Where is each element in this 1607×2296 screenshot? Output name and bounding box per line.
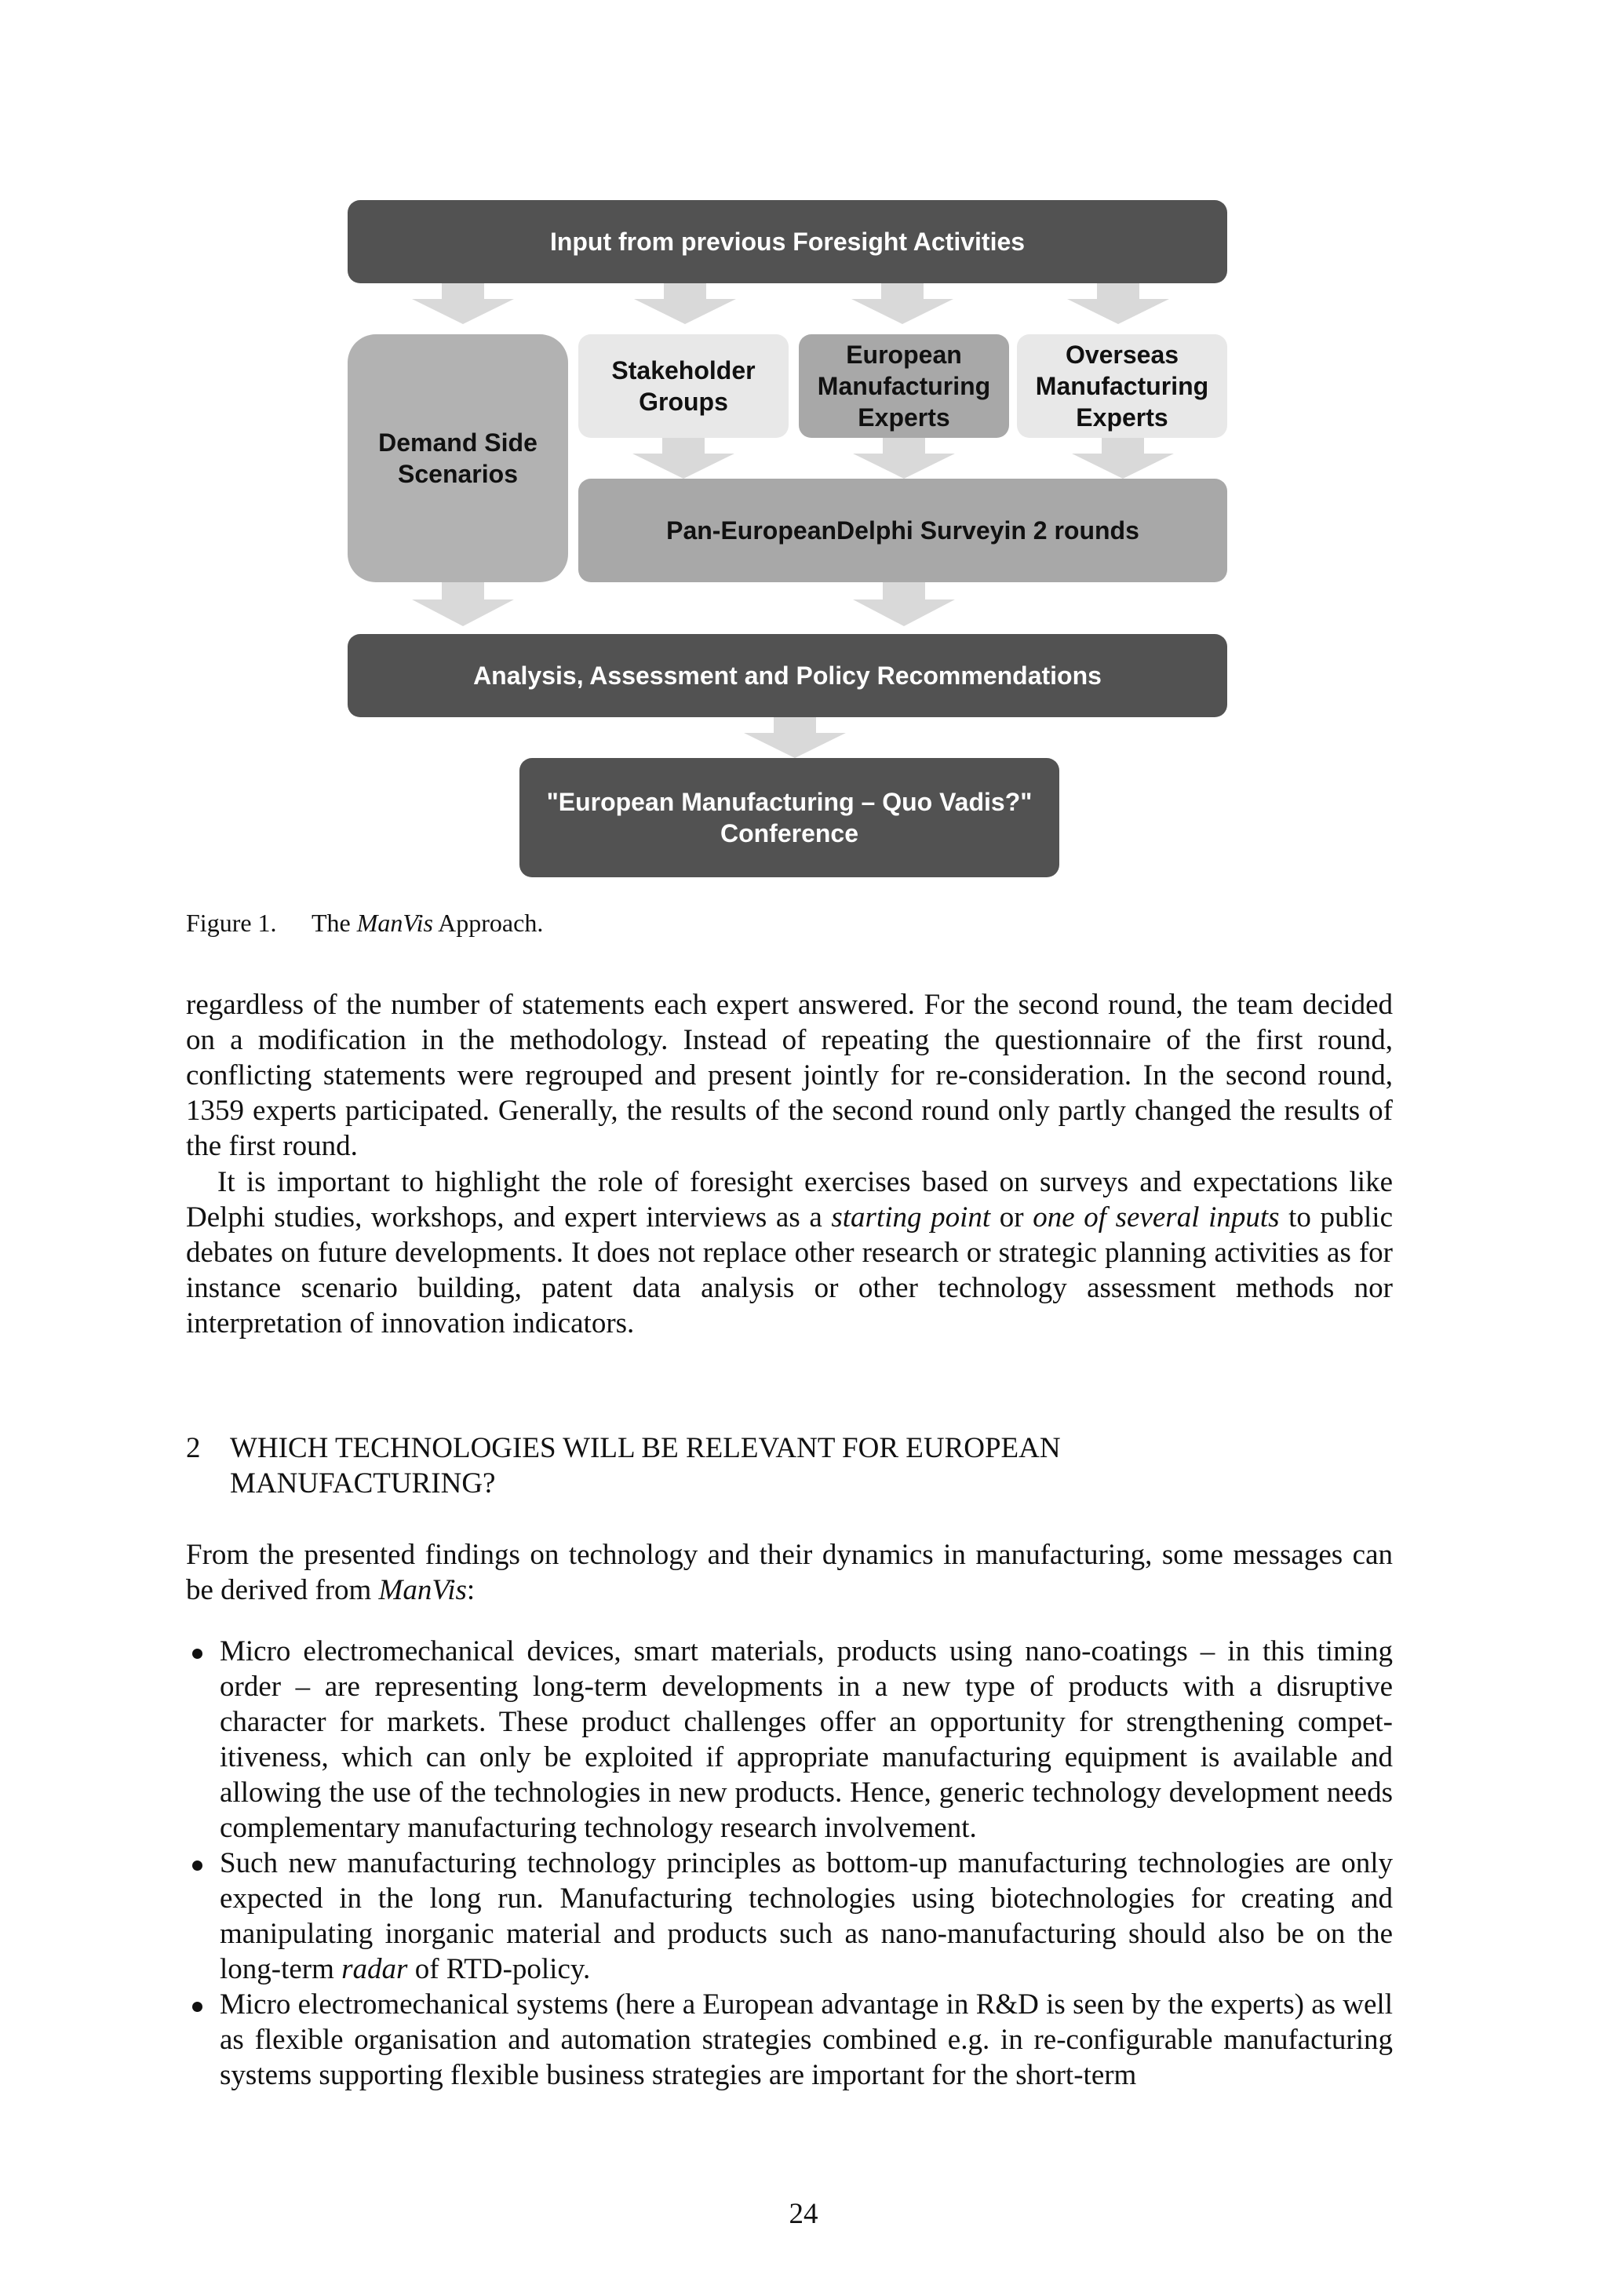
arrow-down-icon: [851, 283, 953, 324]
bullet-text: Micro electromechanical devices, smart materials, products using nano-coatings – in this timing order – are representing long-term developments in a new type of products with a disruptive character for markets. These product challenges offer an opportunity for strengthening compet-itiveness, which can only be exploited if appropriate manufacturing equipment is available and allowing the use of the technologies in new products. Hence, generic technology development needs complementary manufacturing technology research involvement.: [220, 1635, 1393, 1844]
overseas-line-2: Manufacturing: [1035, 372, 1209, 400]
bullet-list: [186, 1634, 1393, 2093]
section-number: 2: [186, 1432, 201, 1464]
arrow-down-icon: [853, 582, 955, 626]
bullet-icon: [192, 1649, 202, 1659]
list-item: [186, 1987, 1393, 2093]
paragraph: [186, 1537, 1393, 1608]
arrow-down-icon: [412, 283, 514, 324]
paragraph: [186, 1164, 1393, 1341]
arrow-down-icon: [853, 438, 955, 479]
analysis-recommendations-box: [348, 634, 1227, 717]
arrow-down-icon: [1067, 283, 1169, 324]
list-item: [186, 1634, 1393, 1846]
analysis-label: Analysis, Assessment and Policy Recommendations: [473, 661, 1102, 690]
conference-box: [519, 758, 1059, 877]
para2-text-c: to public debates on future developments. It does not replace other research or strategic planning activities as for instance scenario building, patent data analysis or other technology assessment methods nor interpretation of innovation indicators.: [186, 1201, 1393, 1339]
arrow-down-icon: [412, 582, 514, 626]
european-line-3: Experts: [858, 403, 950, 432]
intro-italic: ManVis: [378, 1574, 467, 1606]
stakeholder-line-1: Stakeholder: [611, 356, 756, 384]
caption-text-pre: The: [312, 909, 357, 937]
arrow-down-icon: [744, 717, 846, 758]
conference-line-2: Conference: [720, 819, 859, 847]
caption-text-italic: ManVis: [356, 909, 433, 937]
para2-italic-1: starting point: [831, 1201, 991, 1234]
para2-italic-2: one of several inputs: [1033, 1201, 1280, 1234]
conference-line-1: "European Manufacturing – Quo Vadis?": [546, 788, 1033, 816]
section-heading: [186, 1430, 1172, 1501]
european-line-1: European: [846, 341, 962, 369]
caption-text-post: Approach.: [432, 909, 544, 937]
intro-text-a: From the presented findings on technology and their dynamics in manufacturing, some messages can be derived from: [186, 1539, 1393, 1606]
list-item: [186, 1846, 1393, 1987]
bullet-text: Micro electromechanical systems (here a European advantage in R&D is seen by the experts) as well as flexible organisation and automation strategies combined e.g. in re-configurable manufacturing systems supporting flexible business strategies are important for the short-term: [220, 1988, 1393, 2091]
overseas-line-1: Overseas: [1065, 341, 1179, 369]
intro-text-b: :: [466, 1574, 476, 1606]
overseas-line-3: Experts: [1076, 403, 1168, 432]
demand-side-scenarios-box: [348, 334, 568, 582]
page-number: 24: [789, 2198, 818, 2230]
bullet-icon: [192, 2002, 202, 2012]
european-experts-box: [799, 334, 1009, 438]
demand-side-line-2: Scenarios: [398, 460, 518, 488]
bullet-text-a: Such new manufacturing technology principles as bottom-up manufacturing technologies are only expected in the long run. Manufacturing technologies using biotechnologies for creating and manipulating inorganic material and products such as nano-manufacturing should also be on the long-term: [220, 1847, 1393, 1985]
input-foresight-box: [348, 200, 1227, 283]
manvis-approach-diagram: [0, 0, 1607, 895]
section-title: WHICH TECHNOLOGIES WILL BE RELEVANT FOR EUROPEAN MANUFACTURING?: [230, 1432, 1061, 1500]
paragraph: regardless of the number of statements each expert answered. For the second round, the team decided on a modification in the methodology. Instead of repeating the questionnaire of the first round, conflicting statements were regrouped and present jointly for re-consideration. In the second round, 1359 experts participated. Generally, the results of the second round only partly changed the results of the first round.: [186, 989, 1393, 1162]
figure-number: Figure 1.: [186, 909, 277, 937]
european-line-2: Manufacturing: [817, 372, 991, 400]
bullet-icon: [192, 1860, 202, 1871]
para2-text-b: or: [990, 1201, 1033, 1234]
bullet-text-italic: radar: [341, 1953, 408, 1985]
arrow-down-icon: [632, 438, 734, 479]
delphi-survey-box: [578, 479, 1227, 582]
stakeholder-groups-box: [578, 334, 789, 438]
overseas-experts-box: [1017, 334, 1227, 438]
bullet-text-b: of RTD-policy.: [407, 1953, 591, 1985]
arrow-down-icon: [1072, 438, 1174, 479]
arrow-down-icon: [634, 283, 736, 324]
stakeholder-line-2: Groups: [639, 388, 728, 416]
input-foresight-label: Input from previous Foresight Activities: [549, 228, 1026, 256]
para2-text-a: It is important to highlight the role of foresight exercises based on surveys and expectations like Delphi studies, workshops, and expert interviews as a: [186, 1166, 1393, 1234]
demand-side-line-1: Demand Side: [378, 428, 537, 457]
figure-caption: [186, 909, 543, 938]
delphi-survey-label: Pan-EuropeanDelphi Surveyin 2 rounds: [666, 516, 1139, 545]
